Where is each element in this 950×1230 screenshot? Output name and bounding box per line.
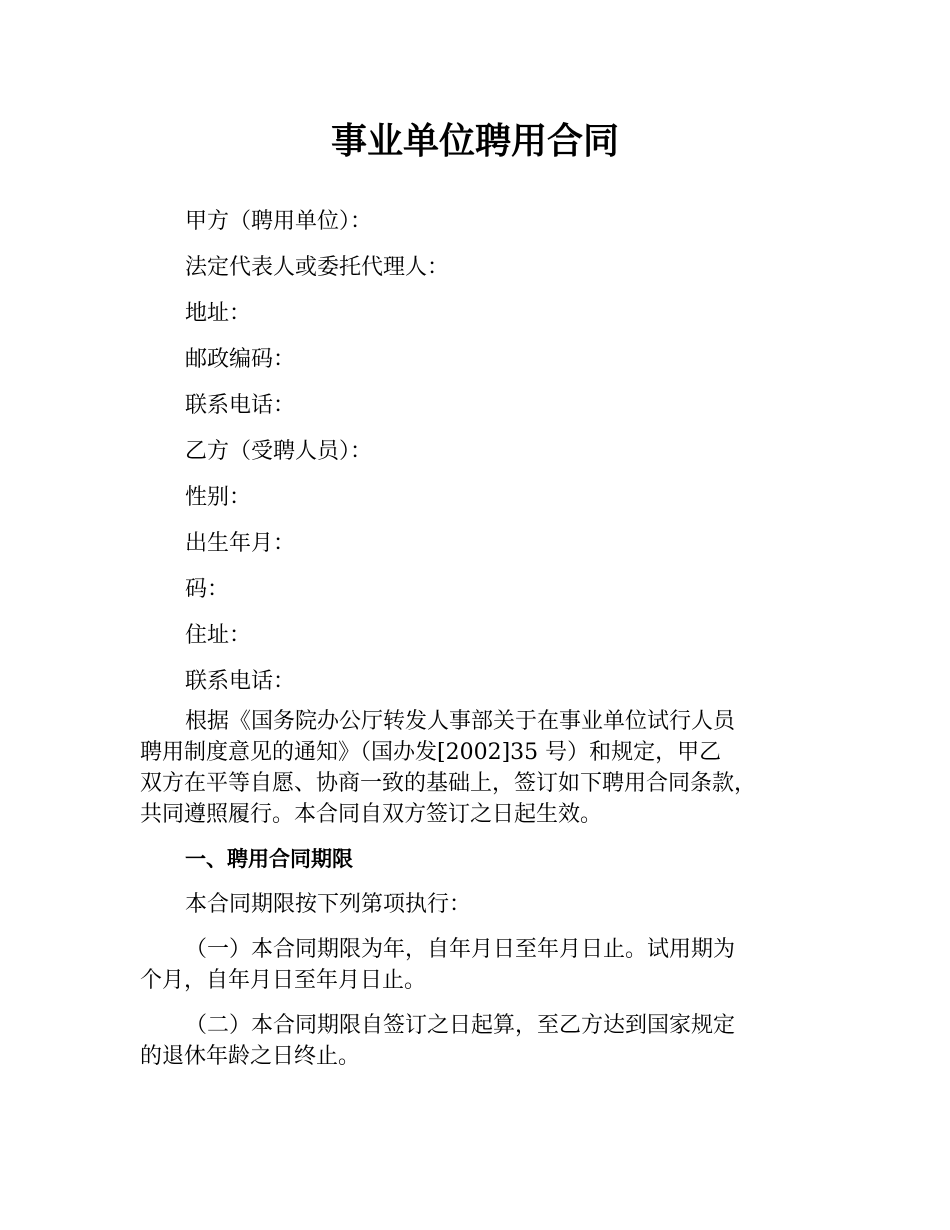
term-item-1 bbox=[140, 934, 830, 996]
intro-line: 根据《国务院办公厅转发人事部关于在事业单位试行人员 bbox=[185, 709, 736, 734]
term-item-1-line: （一）本合同期限为年，自年月日至年月日止。试用期为 bbox=[185, 937, 736, 962]
intro-line: 双方在平等自愿、协商一致的基础上，签订如下聘用合同条款， bbox=[140, 771, 757, 796]
contract-body bbox=[140, 706, 830, 1072]
party-info-fields bbox=[185, 199, 449, 705]
field-legal-representative: 法定代表人或委托代理人： bbox=[185, 255, 450, 280]
section-lead-line: 本合同期限按下列第项执行： bbox=[185, 892, 472, 917]
field-party-a-phone: 联系电话： bbox=[185, 393, 296, 418]
intro-line: 共同遵照履行。本合同自双方签订之日起生效。 bbox=[140, 802, 603, 827]
term-item-2-line: （二）本合同期限自签订之日起算，至乙方达到国家规定 bbox=[185, 1013, 736, 1038]
field-birth-date: 出生年月： bbox=[185, 531, 296, 556]
document-title: 事业单位聘用合同 bbox=[330, 121, 619, 162]
term-item-2-line: 的退休年龄之日终止。 bbox=[140, 1044, 361, 1069]
section-heading-term: 一、聘用合同期限 bbox=[185, 847, 353, 871]
intro-paragraph bbox=[140, 706, 830, 830]
intro-line: 聘用制度意见的通知》（国办发[2002]35 号）和规定，甲乙 bbox=[140, 740, 722, 765]
field-party-b: 乙方（受聘人员）： bbox=[185, 439, 373, 464]
field-party-b-phone: 联系电话： bbox=[185, 669, 296, 694]
section-lead-paragraph bbox=[140, 889, 830, 920]
term-item-2 bbox=[140, 1010, 830, 1072]
field-party-a: 甲方（聘用单位）： bbox=[185, 209, 373, 234]
field-postal-code: 邮政编码： bbox=[185, 347, 296, 372]
field-party-a-address: 地址： bbox=[185, 301, 252, 326]
field-gender: 性别： bbox=[185, 485, 252, 510]
term-item-1-line: 个月，自年月日至年月日止。 bbox=[140, 968, 427, 993]
field-id-number: 码： bbox=[185, 577, 230, 602]
field-party-b-address: 住址： bbox=[185, 623, 252, 648]
